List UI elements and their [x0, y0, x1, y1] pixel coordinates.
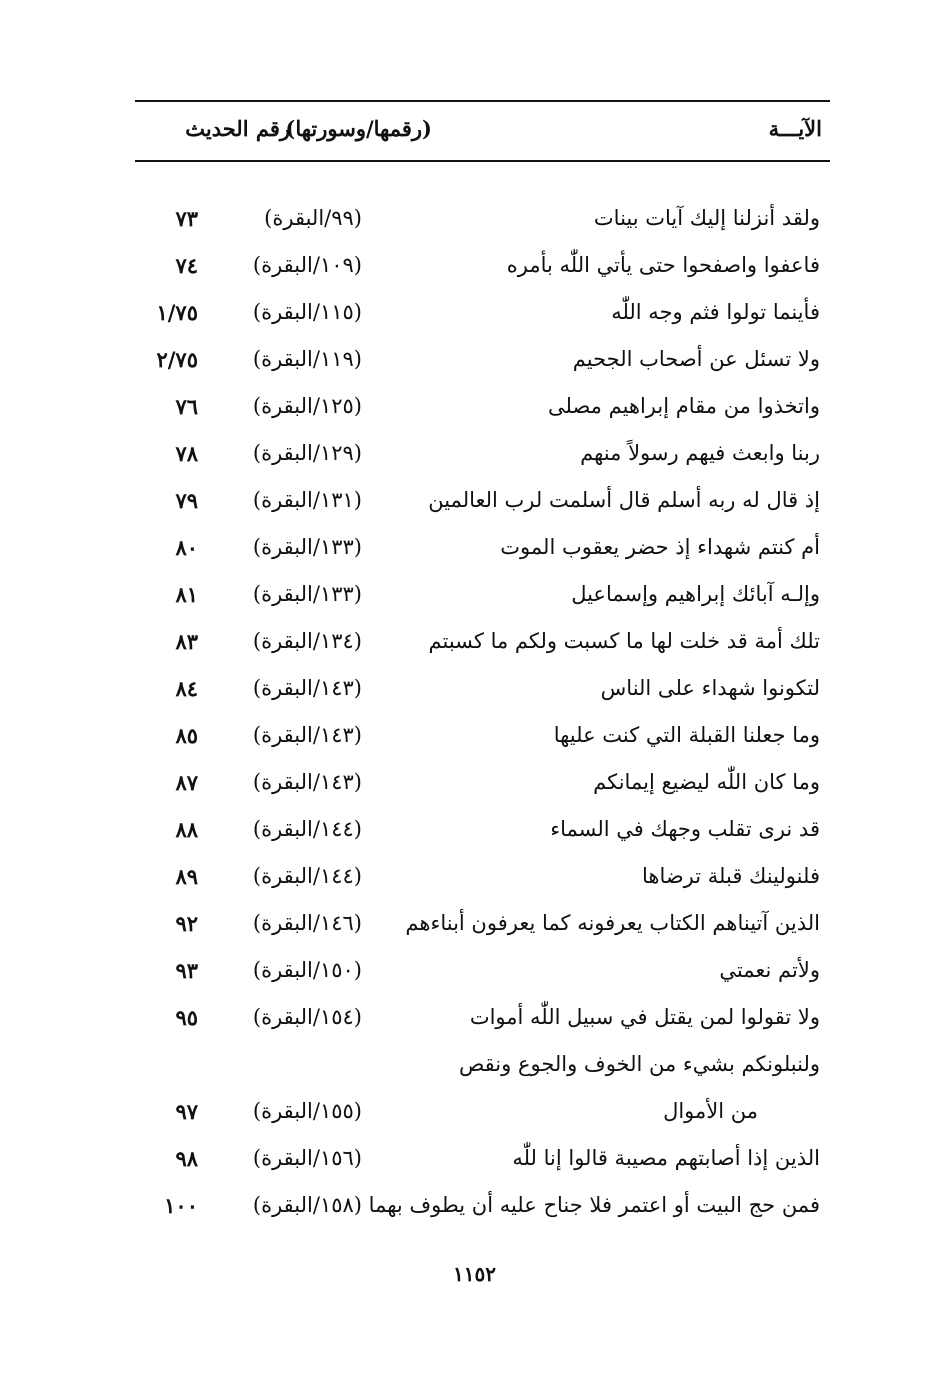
verse-text: أم كنتم شهداء إذ حضر يعقوب الموت [500, 535, 820, 559]
verse-reference: (١٥٨/البقرة) [252, 1193, 362, 1217]
list-item [135, 484, 830, 531]
list-item [135, 249, 830, 296]
verse-reference: (١٤٤/البقرة) [252, 864, 362, 888]
header-hadith-number-label: رقم الحديث [185, 116, 290, 141]
verse-index-list [135, 202, 830, 1236]
verse-reference: (١٥٤/البقرة) [252, 1005, 362, 1029]
verse-reference: (١١٥/البقرة) [252, 300, 362, 324]
verse-reference: (١٥٥/البقرة) [252, 1099, 362, 1123]
verse-text: وما جعلنا القبلة التي كنت عليها [553, 723, 820, 747]
hadith-number: ٨٥ [175, 723, 198, 748]
list-item [135, 625, 830, 672]
hadith-number: ٩٢ [175, 911, 198, 936]
verse-text: إذ قال له ربه أسلم قال أسلمت لرب العالمين [428, 488, 820, 512]
verse-text: قد نرى تقلب وجهك في السماء [550, 817, 820, 841]
list-item [135, 672, 830, 719]
hadith-number: ٨٧ [175, 770, 198, 795]
list-item [135, 1142, 830, 1189]
list-item [135, 907, 830, 954]
page-number: ١١٥٢ [453, 1262, 496, 1286]
hadith-number: ٨٣ [175, 629, 198, 654]
verse-text: واتخذوا من مقام إبراهيم مصلى [548, 394, 820, 418]
hadith-number: ١/٧٥ [156, 300, 198, 325]
list-item [135, 202, 830, 249]
list-item [135, 860, 830, 907]
hadith-number: ٧٣ [175, 206, 198, 231]
list-item [135, 1001, 830, 1048]
list-item [135, 343, 830, 390]
verse-reference: (١٤٤/البقرة) [252, 817, 362, 841]
hadith-number: ٧٦ [175, 394, 198, 419]
verse-text: ولقد أنزلنا إليك آيات بينات [593, 206, 820, 230]
hadith-number: ٨٨ [175, 817, 198, 842]
verse-reference: (١٣١/البقرة) [252, 488, 362, 512]
hadith-number: ٩٥ [175, 1005, 198, 1030]
verse-text: ربنا وابعث فيهم رسولاً منهم [580, 441, 820, 465]
verse-text: فمن حج البيت أو اعتمر فلا جناح عليه أن يطوف بهما [368, 1193, 820, 1217]
verse-reference: (١٠٩/البقرة) [252, 253, 362, 277]
verse-reference: (١٣٤/البقرة) [252, 629, 362, 653]
verse-reference: (١١٩/البقرة) [252, 347, 362, 371]
verse-text: ولأتم نعمتي [719, 958, 820, 982]
header-bottom-rule [135, 160, 830, 162]
hadith-number: ٧٤ [175, 253, 198, 278]
list-item [135, 719, 830, 766]
verse-text: من الأموال [663, 1099, 758, 1123]
verse-reference: (١٤٦/البقرة) [252, 911, 362, 935]
list-item [135, 531, 830, 578]
verse-reference: (١٣٣/البقرة) [252, 535, 362, 559]
verse-text: الذين إذا أصابتهم مصيبة قالوا إنا للّٰه [512, 1146, 820, 1170]
verse-reference: (١٥٦/البقرة) [252, 1146, 362, 1170]
list-item [135, 813, 830, 860]
hadith-number: ٨٤ [175, 676, 198, 701]
verse-reference: (١٣٣/البقرة) [252, 582, 362, 606]
verse-text: ولا تسئل عن أصحاب الجحيم [572, 347, 820, 371]
verse-text: لتكونوا شهداء على الناس [600, 676, 820, 700]
list-item [135, 766, 830, 813]
list-item [135, 296, 830, 343]
hadith-number: ٩٧ [175, 1099, 198, 1124]
hadith-number: ٩٣ [175, 958, 198, 983]
verse-text: تلك أمة قد خلت لها ما كسبت ولكم ما كسبتم [428, 629, 820, 653]
verse-text: فلنولينك قبلة ترضاها [641, 864, 820, 888]
verse-reference: (١٤٣/البقرة) [252, 723, 362, 747]
verse-reference: (٩٩/البقرة) [264, 206, 362, 230]
hadith-number: ٢/٧٥ [156, 347, 198, 372]
verse-text: الذين آتيناهم الكتاب يعرفونه كما يعرفون أبناءهم [405, 911, 820, 935]
hadith-number: ٨٠ [175, 535, 198, 560]
verse-text: ولنبلونكم بشيء من الخوف والجوع ونقص [458, 1052, 820, 1076]
list-item [135, 1048, 830, 1095]
table-header [135, 102, 830, 160]
verse-reference: (١٤٣/البقرة) [252, 770, 362, 794]
header-ayah-label: الآيـــة [768, 116, 822, 141]
verse-text: وما كان اللّٰه ليضيع إيمانكم [593, 770, 820, 794]
list-item [135, 578, 830, 625]
list-item [135, 954, 830, 1001]
verse-reference: (١٥٠/البقرة) [252, 958, 362, 982]
verse-text: فأينما تولوا فثم وجه اللّٰه [611, 300, 820, 324]
hadith-number: ٩٨ [175, 1146, 198, 1171]
hadith-number: ١٠٠ [164, 1193, 198, 1218]
verse-reference: (١٢٥/البقرة) [252, 394, 362, 418]
verse-reference: (١٤٣/البقرة) [252, 676, 362, 700]
hadith-number: ٨١ [175, 582, 198, 607]
list-item [135, 390, 830, 437]
list-item [135, 437, 830, 484]
index-page [135, 100, 830, 1236]
hadith-number: ٨٩ [175, 864, 198, 889]
verse-text: وإلـه آبائك إبراهيم وإسماعيل [571, 582, 820, 606]
verse-reference: (١٢٩/البقرة) [252, 441, 362, 465]
list-item [135, 1189, 830, 1236]
hadith-number: ٧٩ [175, 488, 198, 513]
header-verse-number-label: (رقمها/وسورتها) [285, 116, 432, 141]
list-item [135, 1095, 830, 1142]
verse-text: فاعفوا واصفحوا حتى يأتي اللّٰه بأمره [506, 253, 820, 277]
verse-text: ولا تقولوا لمن يقتل في سبيل اللّٰه أموات [469, 1005, 820, 1029]
hadith-number: ٧٨ [175, 441, 198, 466]
